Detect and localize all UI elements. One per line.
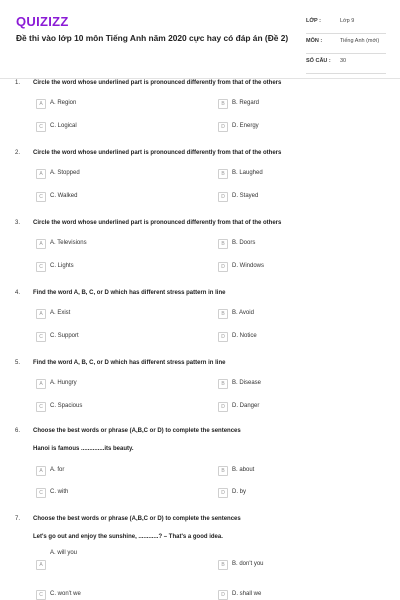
option-label: D. Notice xyxy=(232,333,257,339)
meta-key: SỐ CÂU : xyxy=(306,58,331,64)
question-text: Circle the word whose underlined part is pronounced differently from that of the others xyxy=(33,80,282,86)
option-label: B. Disease xyxy=(232,380,262,386)
option-checkbox[interactable]: B xyxy=(218,379,228,389)
option-checkbox[interactable]: B xyxy=(218,466,228,476)
option-checkbox[interactable]: D xyxy=(218,402,228,412)
option-label: D. by xyxy=(232,489,247,495)
question-number: 4. xyxy=(15,290,21,296)
option-checkbox[interactable]: A xyxy=(36,379,46,389)
meta-row-count xyxy=(306,54,386,74)
option-label: A. Televisions xyxy=(50,240,87,246)
meta-row-class xyxy=(306,14,386,34)
meta-row-subject xyxy=(306,34,386,54)
option-checkbox[interactable]: D xyxy=(218,590,228,600)
question-text: Choose the best words or phrase (A,B,C or D) to complete the sentences xyxy=(33,428,241,434)
option-label: A. Exist xyxy=(50,310,71,316)
option-label: B. don't you xyxy=(232,561,264,567)
option-label: C. Logical xyxy=(50,123,77,129)
option-label: A. Region xyxy=(50,100,77,106)
option-label: A. for xyxy=(50,467,65,473)
option-label: B. Regard xyxy=(232,100,260,106)
option-label: A. Stopped xyxy=(50,170,80,176)
option-label: C. Spacious xyxy=(50,403,83,409)
meta-value: Tiếng Anh (mới) xyxy=(340,38,380,44)
question-text: Circle the word whose underlined part is pronounced differently from that of the others xyxy=(33,150,282,156)
question-sentence: Let's go out and enjoy the sunshine, ............? – That's a good idea. xyxy=(33,534,223,540)
option-checkbox[interactable]: C xyxy=(36,332,46,342)
worksheet-title: Đề thi vào lớp 10 môn Tiếng Anh năm 2020 cực hay có đáp án (Đề 2) xyxy=(16,33,289,43)
option-checkbox[interactable]: A xyxy=(36,239,46,249)
option-label: C. Support xyxy=(50,333,79,339)
option-label: C. Walked xyxy=(50,193,78,199)
option-label: B. about xyxy=(232,467,255,473)
question-text: Find the word A, B, C, or D which has different stress pattern in line xyxy=(33,290,226,296)
option-checkbox[interactable]: C xyxy=(36,122,46,132)
option-checkbox[interactable]: C xyxy=(36,590,46,600)
option-label: B. Doors xyxy=(232,240,256,246)
option-checkbox[interactable]: D xyxy=(218,488,228,498)
question-number: 3. xyxy=(15,220,21,226)
option-label: C. Lights xyxy=(50,263,74,269)
option-checkbox[interactable]: B xyxy=(218,560,228,570)
option-checkbox[interactable]: B xyxy=(218,99,228,109)
option-checkbox[interactable]: D xyxy=(218,332,228,342)
option-checkbox[interactable]: A xyxy=(36,560,46,570)
option-label: D. Danger xyxy=(232,403,260,409)
meta-value: 30 xyxy=(340,58,347,64)
option-label: B. Avoid xyxy=(232,310,254,316)
option-label: D. Windows xyxy=(232,263,265,269)
option-label: D. shall we xyxy=(232,591,262,597)
option-checkbox[interactable]: A xyxy=(36,99,46,109)
option-checkbox[interactable]: D xyxy=(218,192,228,202)
quizizz-logo: QUIZIZZ xyxy=(16,14,69,29)
option-checkbox[interactable]: C xyxy=(36,488,46,498)
question-number: 6. xyxy=(15,428,21,434)
question-number: 7. xyxy=(15,516,21,522)
meta-key: MÔN : xyxy=(306,38,323,44)
worksheet-meta xyxy=(306,14,386,74)
question-sentence: Hanoi is famous ..............its beauty. xyxy=(33,446,134,452)
question-text: Find the word A, B, C, or D which has different stress pattern in line xyxy=(33,360,226,366)
option-checkbox[interactable]: C xyxy=(36,192,46,202)
option-checkbox[interactable]: B xyxy=(218,239,228,249)
option-checkbox[interactable]: D xyxy=(218,122,228,132)
option-label: A. will you xyxy=(50,550,78,556)
option-checkbox[interactable]: A xyxy=(36,169,46,179)
question-number: 5. xyxy=(15,360,21,366)
option-label: D. Stayed xyxy=(232,193,259,199)
question-text: Choose the best words or phrase (A,B,C or D) to complete the sentences xyxy=(33,516,241,522)
option-checkbox[interactable]: A xyxy=(36,466,46,476)
worksheet-header xyxy=(0,0,400,79)
option-label: C. won't we xyxy=(50,591,81,597)
option-label: C. with xyxy=(50,489,69,495)
option-checkbox[interactable]: B xyxy=(218,169,228,179)
question-number: 1. xyxy=(15,80,21,86)
question-text: Circle the word whose underlined part is pronounced differently from that of the others xyxy=(33,220,282,226)
option-checkbox[interactable]: B xyxy=(218,309,228,319)
option-checkbox[interactable]: C xyxy=(36,402,46,412)
meta-key: LỚP : xyxy=(306,18,321,24)
question-number: 2. xyxy=(15,150,21,156)
option-checkbox[interactable]: C xyxy=(36,262,46,272)
option-label: B. Laughed xyxy=(232,170,263,176)
option-label: A. Hungry xyxy=(50,380,77,386)
option-label: D. Energy xyxy=(232,123,259,129)
meta-value: Lớp 9 xyxy=(340,18,355,24)
option-checkbox[interactable]: A xyxy=(36,309,46,319)
option-checkbox[interactable]: D xyxy=(218,262,228,272)
